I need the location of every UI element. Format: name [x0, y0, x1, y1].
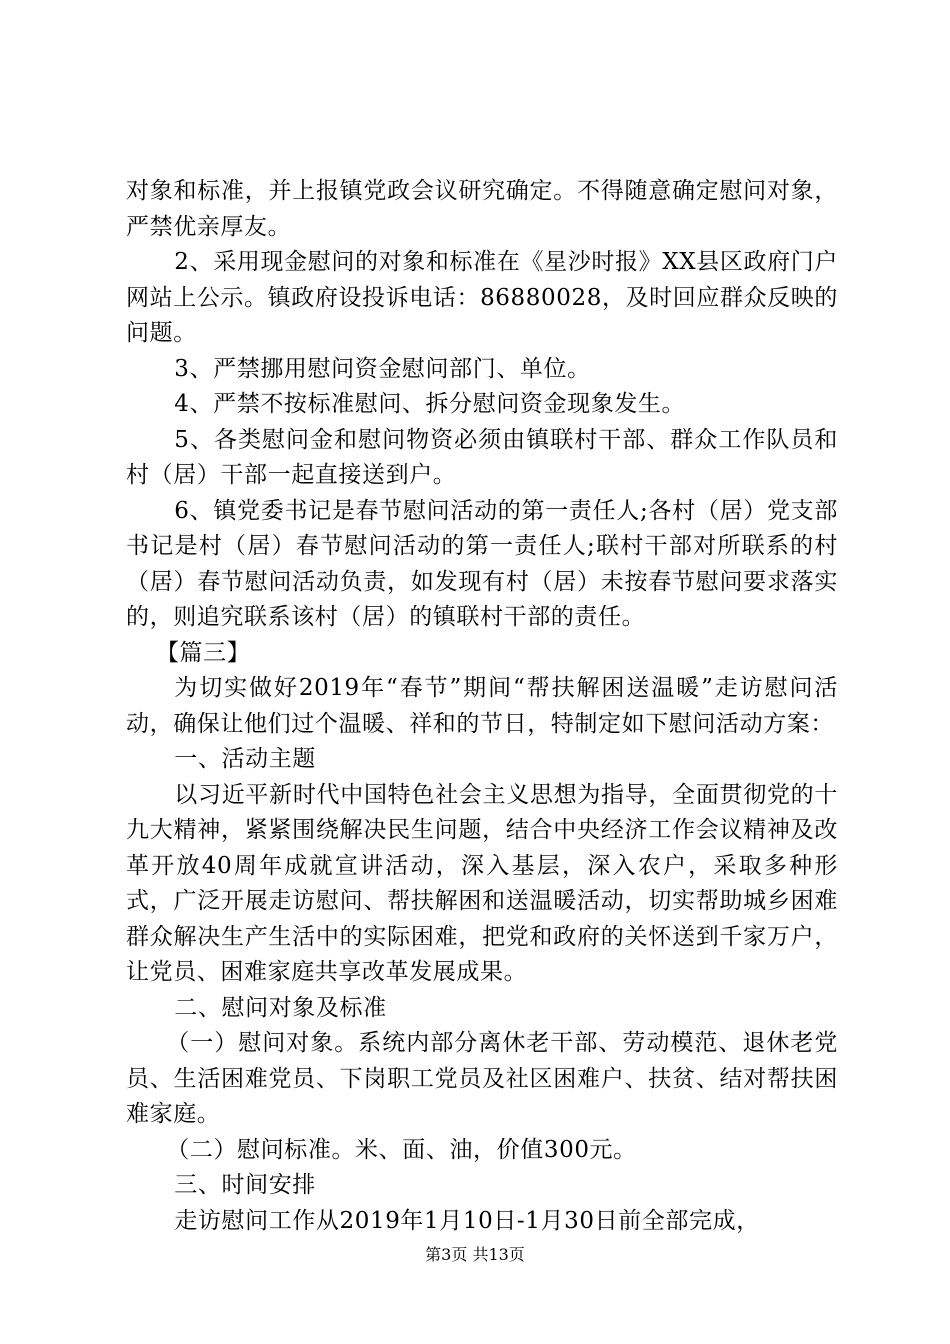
- document-body: [126, 174, 838, 1239]
- paragraph-rule-5: 5、各类慰问金和慰问物资必须由镇联村干部、群众工作队员和村（居）干部一起直接送到户。: [126, 426, 838, 488]
- paragraph-intro: 为切实做好2019年“春节”期间“帮扶解困送温暖”走访慰问活动，确保让他们过个温暖、祥和的节日，特制定如下慰问活动方案：: [126, 675, 838, 737]
- paragraph-schedule: 走访慰问工作从2019年1月10日-1月30日前全部完成，: [174, 1207, 760, 1234]
- paragraph-rule-3: 3、严禁挪用慰问资金慰问部门、单位。: [174, 355, 591, 382]
- paragraph-rule-4: 4、严禁不按标准慰问、拆分慰问资金现象发生。: [174, 391, 686, 417]
- paragraph-targets: （一）慰问对象。系统内部分离休老干部、劳动模范、退休老党员、生活困难党员、下岗职工党员及社区困难户、扶贫、结对帮扶困难家庭。: [126, 1030, 838, 1127]
- section-heading-part-three: 【篇三】: [155, 639, 251, 666]
- paragraph-criteria-continued: 对象和标准，并上报镇党政会议研究确定。不得随意确定慰问对象，严禁优亲厚友。: [126, 178, 838, 240]
- heading-schedule: 三、时间安排: [174, 1172, 316, 1198]
- paragraph-rule-6: 6、镇党委书记是春节慰问活动的第一责任人;各村（居）党支部书记是村（居）春节慰问活动的第一责任人;联村干部对所联系的村（居）春节慰问活动负责，如发现有村（居）未按春节慰问要求落实的，则追究联系该村（居）的镇联村干部的责任。: [126, 497, 838, 630]
- heading-targets-standards: 二、慰问对象及标准: [174, 994, 387, 1021]
- paragraph-activity-theme: 以习近平新时代中国特色社会主义思想为指导，全面贯彻党的十九大精神，紧紧围绕解决民生问题，结合中央经济工作会议精神及改革开放40周年成就宣讲活动，深入基层，深入农户，采取多种形式，广泛开展走访慰问、帮扶解困和送温暖活动，切实帮助城乡困难群众解决生产生活中的实际困难，把党和政府的关怀送到千家万户，让党员、困难家庭共享改革发展成果。: [126, 781, 838, 985]
- page-number-footer: 第3页 共13页: [425, 1245, 525, 1264]
- paragraph-rule-2: 2、采用现金慰问的对象和标准在《星沙时报》XX县区政府门户网站上公示。镇政府设投诉电话：86880028，及时回应群众反映的问题。: [126, 249, 838, 346]
- heading-activity-theme: 一、活动主题: [174, 746, 316, 772]
- paragraph-standards: （二）慰问标准。米、面、油，价值300元。: [166, 1136, 637, 1163]
